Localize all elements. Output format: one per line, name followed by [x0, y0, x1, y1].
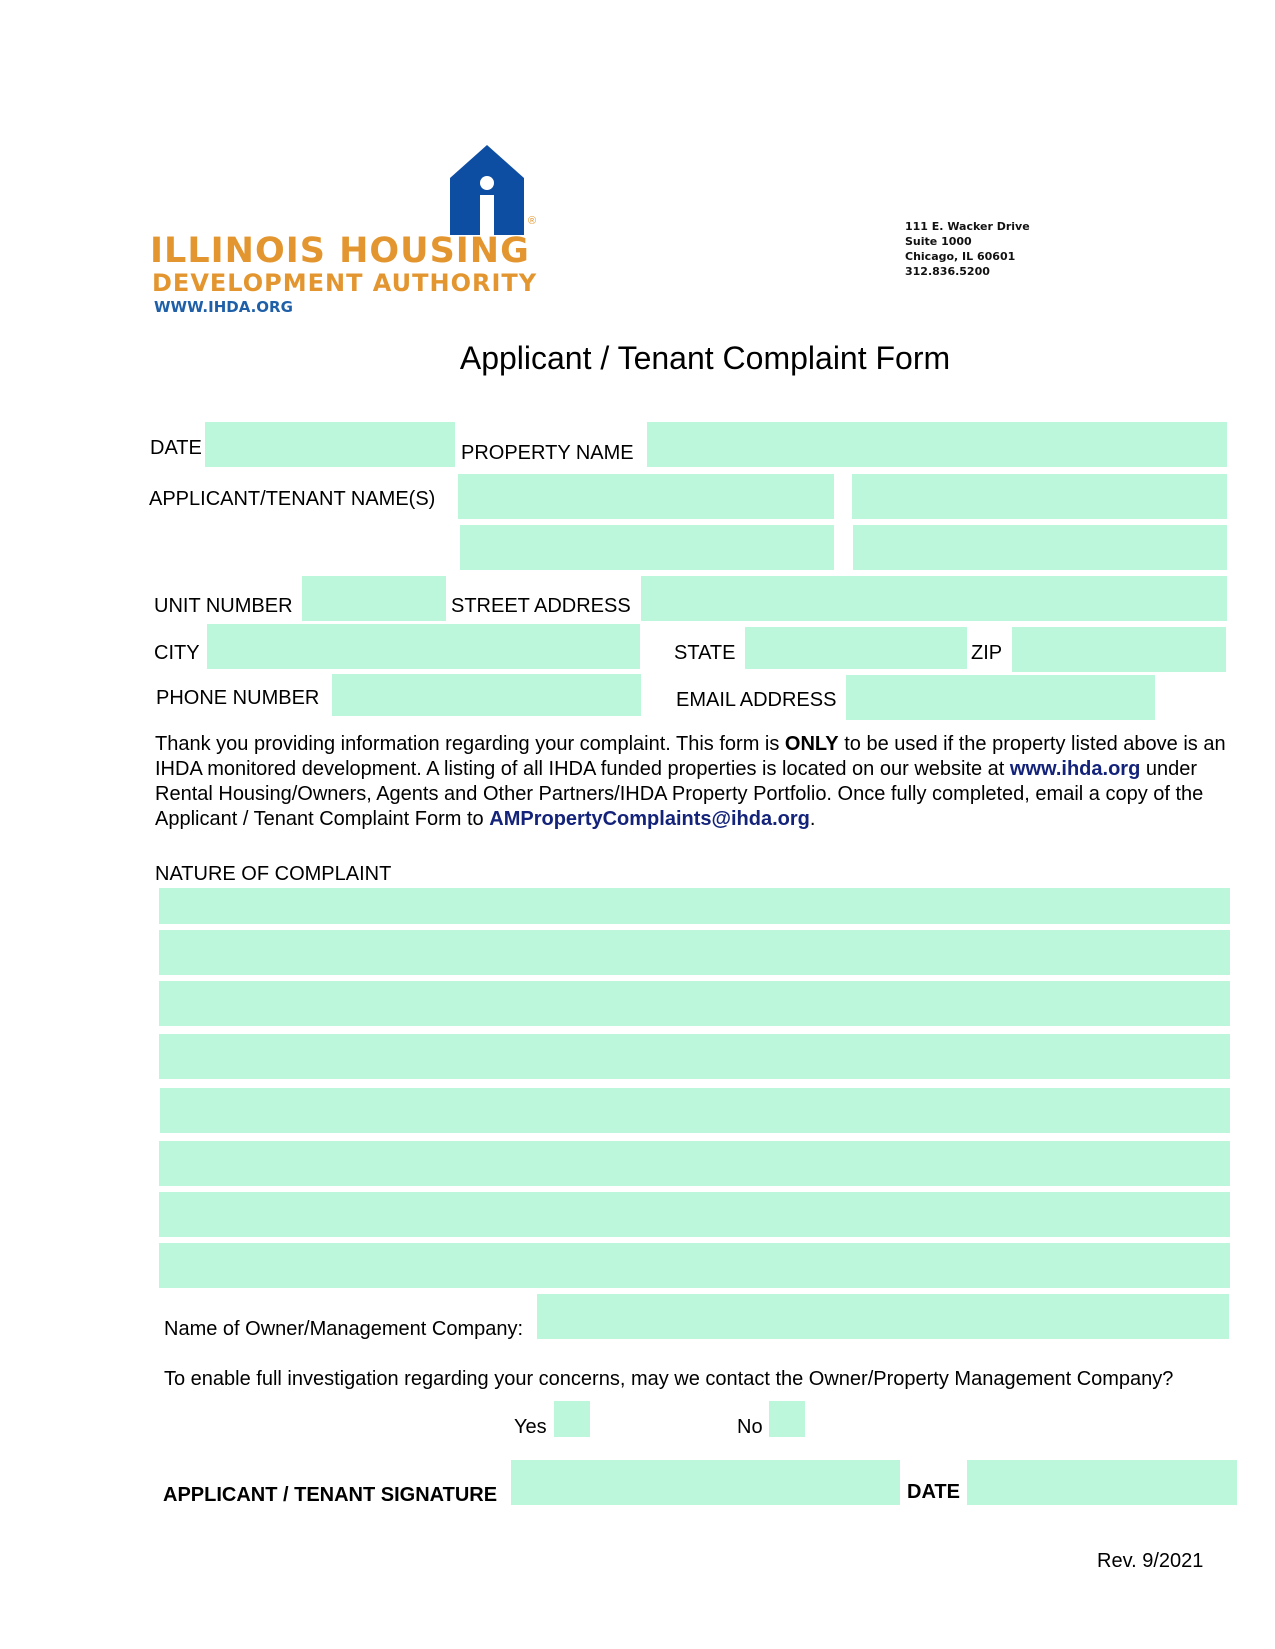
contact-question: To enable full investigation regarding your concerns, may we contact the Owner/Property Management Company?: [164, 1368, 1174, 1390]
complaints-email-link[interactable]: AMPropertyComplaints@ihda.org: [489, 808, 810, 830]
date-field[interactable]: [205, 422, 455, 467]
zip-label: ZIP: [971, 642, 1003, 664]
logo-line1: ILLINOIS HOUSING: [150, 231, 530, 271]
nature-of-complaint-label: NATURE OF COMPLAINT: [155, 863, 392, 885]
complaint-line-3[interactable]: [159, 981, 1230, 1026]
instructions-part2: to be used if the property listed above is an IHDA monitored development. A listing of all IHDA funded properties is located on our website at: [155, 733, 1226, 780]
registered-mark: ®: [528, 215, 537, 227]
no-label: No: [737, 1416, 763, 1438]
yes-checkbox[interactable]: [554, 1401, 590, 1437]
city-field[interactable]: [207, 624, 640, 669]
signature-date-field[interactable]: [967, 1460, 1237, 1505]
unit-number-label: UNIT NUMBER: [154, 595, 293, 617]
applicant-names-label: APPLICANT/TENANT NAME(S): [149, 488, 436, 510]
complaint-line-7[interactable]: [159, 1192, 1230, 1237]
email-address-label: EMAIL ADDRESS: [676, 689, 837, 711]
street-address-label: STREET ADDRESS: [451, 595, 631, 617]
applicant-name-field-1[interactable]: [458, 474, 834, 519]
applicant-name-field-4[interactable]: [853, 525, 1227, 570]
zip-field[interactable]: [1012, 627, 1226, 672]
house-icon: [450, 145, 524, 235]
email-address-field[interactable]: [846, 675, 1155, 720]
instructions-part3: under Rental Housing/Owners, Agents and Other Partners/IHDA Property Portfolio. Once fully completed, email a copy of the Applicant / Tenant Complaint Form to: [155, 758, 1204, 830]
applicant-name-field-3[interactable]: [460, 525, 834, 570]
instructions-bold: ONLY: [784, 733, 839, 755]
owner-company-label: Name of Owner/Management Company:: [164, 1318, 524, 1340]
applicant-name-field-2[interactable]: [852, 474, 1227, 519]
state-field[interactable]: [745, 627, 967, 669]
logo-line2: DEVELOPMENT AUTHORITY: [152, 269, 538, 297]
address-block: [905, 219, 1030, 279]
address-line1: 111 E. Wacker Drive: [905, 220, 1030, 233]
phone-number-field[interactable]: [332, 674, 641, 716]
yes-label: Yes: [514, 1416, 547, 1438]
address-line4: 312.836.5200: [905, 265, 990, 278]
address-line3: Chicago, IL 60601: [905, 250, 1016, 263]
logo-url: WWW.IHDA.ORG: [154, 298, 293, 316]
complaint-line-1[interactable]: [159, 888, 1230, 924]
signature-label: APPLICANT / TENANT SIGNATURE: [163, 1484, 498, 1506]
instructions-paragraph: [155, 732, 1230, 832]
form-title: Applicant / Tenant Complaint Form: [459, 340, 951, 376]
address-line2: Suite 1000: [905, 235, 972, 248]
property-name-field[interactable]: [647, 422, 1227, 467]
date-label: DATE: [150, 437, 202, 459]
signature-field[interactable]: [511, 1460, 900, 1505]
website-link[interactable]: www.ihda.org: [1009, 758, 1141, 780]
logo: [150, 145, 540, 320]
unit-number-field[interactable]: [302, 576, 446, 621]
complaint-line-5[interactable]: [160, 1088, 1230, 1133]
complaint-line-6[interactable]: [159, 1141, 1230, 1186]
instructions-part1: Thank you providing information regarding your complaint. This form is: [155, 733, 785, 755]
complaint-line-8[interactable]: [159, 1243, 1230, 1288]
signature-date-label: DATE: [907, 1481, 960, 1503]
revision-note: Rev. 9/2021: [1097, 1550, 1204, 1572]
street-address-field[interactable]: [641, 576, 1227, 621]
city-label: CITY: [154, 642, 200, 664]
state-label: STATE: [674, 642, 736, 664]
no-checkbox[interactable]: [769, 1401, 805, 1437]
owner-company-field[interactable]: [537, 1294, 1229, 1339]
instructions-part4: .: [809, 808, 816, 830]
complaint-line-4[interactable]: [159, 1034, 1230, 1079]
property-name-label: PROPERTY NAME: [461, 442, 634, 464]
phone-number-label: PHONE NUMBER: [156, 687, 320, 709]
complaint-line-2[interactable]: [159, 930, 1230, 975]
